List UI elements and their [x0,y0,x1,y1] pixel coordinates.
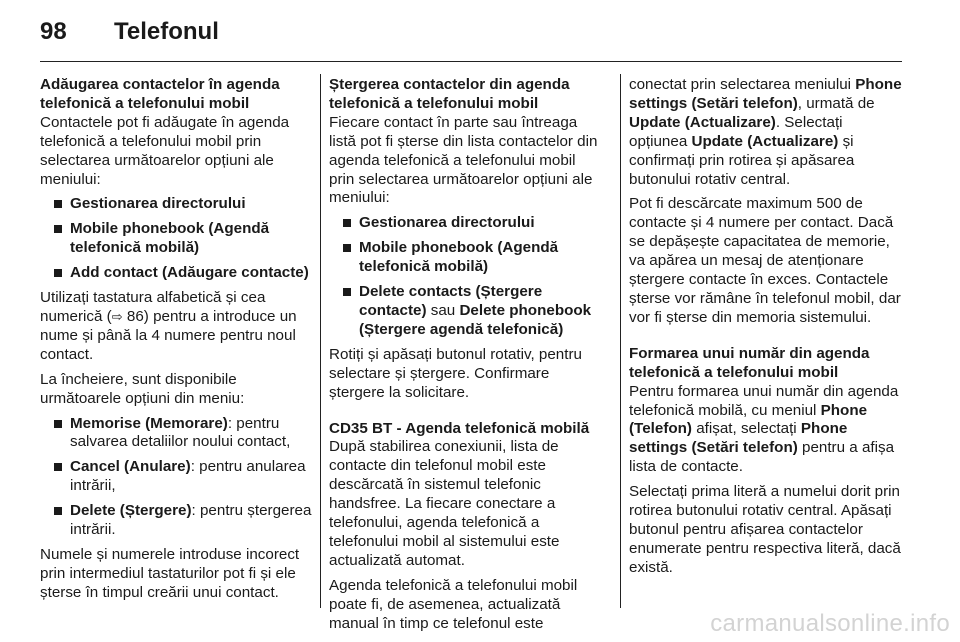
paragraph: Pentru formarea unui număr din agenda telefonică mobilă, cu meniul Phone (Telefon) afișat, selectați Phone settings (Setări telefon) pentru a afișa lista de contacte. [629,382,899,476]
bullet-list [329,214,601,339]
paragraph: Selectați prima literă a numelui dorit prin rotirea butonului rotativ central. Apăsați butonul pentru afișarea contactelor enumerate pentru respectiva literă, dacă există. [629,483,901,576]
paragraph: Numele și numerele introduse incorect prin intermediul tastaturilor pot fi și ele șterse în timpul creării unui contact. [40,545,300,601]
section-heading-delete-contacts: Ștergerea contactelor din agenda telefonică a telefonului mobil [329,76,570,112]
page-header [40,18,219,50]
paragraph: Pot fi descărcate maximum 500 de contacte și 4 numere per contact. Dacă se depășește capacitatea de memorie, va apărea un mesaj de atenționare ștergere contacte în exces. Contactele șterse vor rămâne în telefonul mobil, dar vor fi șterse din memoria sistemului. [629,195,901,326]
column-divider-2 [620,74,621,608]
column-2 [329,76,601,639]
watermark: carmanualsonline.info [710,610,950,637]
paragraph: La încheiere, sunt disponibile următoarele opțiuni din meniu: [40,370,245,407]
paragraph: Agenda telefonică a telefonului mobil poate fi, de asemenea, actualizată manual în timp ce telefonul este [329,576,578,632]
paragraph: Rotiți și apăsați butonul rotativ, pentru selectare și ștergere. Confirmare ștergere la solicitare. [329,345,582,401]
section-heading-dial-number: Formarea unui număr din agenda telefonică a telefonului mobil [629,344,870,381]
header-rule [40,61,902,62]
paragraph: După stabilirea conexiunii, lista de contacte din telefonul mobil este descărcată în sistemul telefonic handsfree. La fiecare conectare a telefonului, agenda telefonică a telefonului mobil al sistemului este actualizată automat. [329,438,560,569]
paragraph: conectat prin selectarea meniului Phone settings (Setări telefon), urmată de Update (Actualizare). Selectați opțiunea Update (Actualizare) și confirmați prin rotirea și apăsarea butonului rotativ central. [629,76,902,188]
paragraph: Contactele pot fi adăugate în agenda telefonică a telefonului mobil prin selectarea următoarelor opțiuni ale meniului: [40,113,290,188]
list-item: Mobile phonebook (Agendă telefonică mobilă) [40,220,312,258]
bullet-list [40,195,312,283]
column-1 [40,76,312,609]
paragraph: Fiecare contact în parte sau întreaga listă pot fi șterse din lista contactelor din agenda telefonică a telefonului mobil prin selectarea următoarelor opțiuni ale meniului: [329,113,598,207]
list-item: Add contact (Adăugare contacte) [40,264,312,283]
list-item: Cancel (Anulare): pentru anularea intrării, [40,458,312,496]
section-heading-add-contacts: Adăugarea contactelor în agenda telefonică a telefonului mobil [40,76,280,112]
column-divider-1 [320,74,321,608]
page-reference-arrow-icon: ⇨ [111,308,123,324]
list-item: Mobile phonebook (Agendă telefonică mobilă) [329,239,601,277]
page-reference: 86 [126,307,144,325]
page-title: Telefonul [114,18,219,45]
list-item: Gestionarea directorului [329,214,601,233]
list-item: Gestionarea directorului [40,195,312,214]
list-item: Delete contacts (Ștergere contacte) sau Delete phonebook (Ștergere agendă telefonică) [329,283,601,340]
bullet-list [40,415,312,540]
column-3 [629,76,905,584]
list-item: Memorise (Memorare): pentru salvarea detaliilor noului contact, [40,415,312,453]
page-number: 98 [40,18,67,45]
section-heading-cd35: CD35 BT - Agenda telefonică mobilă [329,419,590,437]
list-item: Delete (Ștergere): pentru ștergerea intrării. [40,502,312,540]
paragraph: Utilizați tastatura alfabetică și cea numerică (⇨ 86) pentru a introduce un nume și până la 4 numere pentru noul contact. [40,289,297,363]
